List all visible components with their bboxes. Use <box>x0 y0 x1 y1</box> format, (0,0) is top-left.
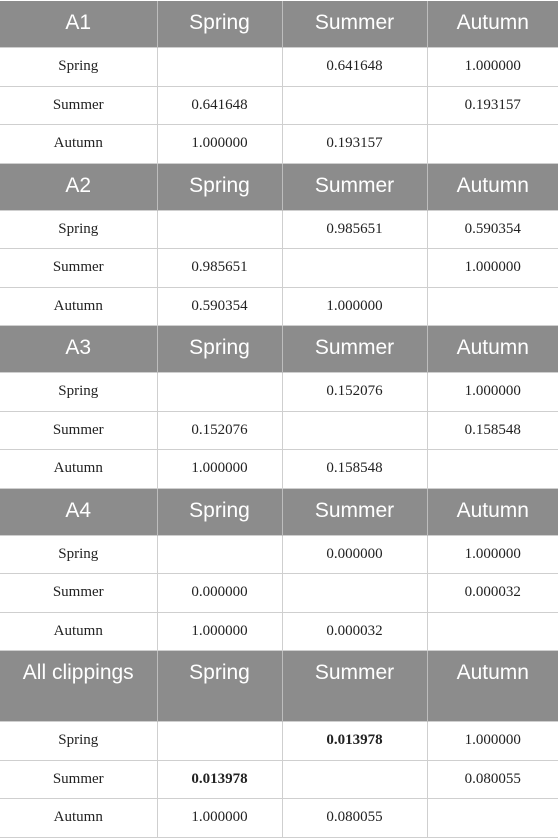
table-cell: 0.193157 <box>282 125 427 164</box>
group-label: A3 <box>0 326 157 373</box>
table-cell: 0.080055 <box>282 799 427 838</box>
table-row <box>0 411 558 450</box>
table-cell: 0.985651 <box>157 249 282 288</box>
table-row <box>0 799 558 838</box>
group-label: A1 <box>0 1 157 48</box>
table-cell: 0.985651 <box>282 210 427 249</box>
table-cell: 0.000032 <box>427 574 558 613</box>
group-label: A2 <box>0 163 157 210</box>
group-label: All clippings <box>0 651 157 722</box>
column-header-spring: Spring <box>157 488 282 535</box>
table-cell <box>157 210 282 249</box>
column-header-summer: Summer <box>282 1 427 48</box>
row-label: Spring <box>0 210 157 249</box>
row-label: Spring <box>0 48 157 87</box>
table-row <box>0 574 558 613</box>
table-cell: 0.641648 <box>282 48 427 87</box>
table-row <box>0 612 558 651</box>
table-row <box>0 760 558 799</box>
header-row-a3 <box>0 326 558 373</box>
table-cell <box>427 450 558 489</box>
table-cell <box>282 249 427 288</box>
column-header-summer: Summer <box>282 163 427 210</box>
table-row <box>0 450 558 489</box>
table-cell: 1.000000 <box>157 450 282 489</box>
table-cell: 0.590354 <box>427 210 558 249</box>
table-cell: 0.158548 <box>282 450 427 489</box>
table-row <box>0 86 558 125</box>
row-label: Summer <box>0 249 157 288</box>
column-header-autumn: Autumn <box>427 163 558 210</box>
table-cell: 0.000000 <box>282 535 427 574</box>
column-header-spring: Spring <box>157 651 282 722</box>
row-label: Spring <box>0 535 157 574</box>
table-cell: 1.000000 <box>282 287 427 326</box>
table-row <box>0 535 558 574</box>
table-cell-bold: 0.013978 <box>282 722 427 761</box>
table-row <box>0 48 558 87</box>
header-row-a4 <box>0 488 558 535</box>
table-cell: 1.000000 <box>427 722 558 761</box>
header-row-all-clippings <box>0 651 558 722</box>
row-label: Autumn <box>0 125 157 164</box>
table-cell <box>282 574 427 613</box>
table-row <box>0 722 558 761</box>
table-cell: 0.590354 <box>157 287 282 326</box>
column-header-summer: Summer <box>282 651 427 722</box>
row-label: Autumn <box>0 612 157 651</box>
column-header-autumn: Autumn <box>427 326 558 373</box>
table-row <box>0 373 558 412</box>
table-cell: 0.152076 <box>157 411 282 450</box>
table-cell: 1.000000 <box>427 373 558 412</box>
table-cell: 0.193157 <box>427 86 558 125</box>
row-label: Summer <box>0 574 157 613</box>
table-cell <box>157 535 282 574</box>
table-cell: 1.000000 <box>427 535 558 574</box>
table-cell <box>282 86 427 125</box>
column-header-spring: Spring <box>157 326 282 373</box>
table-cell <box>282 760 427 799</box>
header-row-a2 <box>0 163 558 210</box>
table-cell: 1.000000 <box>157 799 282 838</box>
table-cell: 1.000000 <box>427 249 558 288</box>
row-label: Autumn <box>0 450 157 489</box>
column-header-summer: Summer <box>282 326 427 373</box>
table-cell <box>157 373 282 412</box>
table-cell <box>427 799 558 838</box>
table-cell: 0.000032 <box>282 612 427 651</box>
table-cell <box>157 722 282 761</box>
group-label: A4 <box>0 488 157 535</box>
row-label: Summer <box>0 411 157 450</box>
table-cell <box>282 411 427 450</box>
table-row <box>0 249 558 288</box>
column-header-autumn: Autumn <box>427 651 558 722</box>
table-cell: 1.000000 <box>157 125 282 164</box>
table-cell: 0.158548 <box>427 411 558 450</box>
table-row <box>0 287 558 326</box>
row-label: Summer <box>0 86 157 125</box>
table-cell <box>427 125 558 164</box>
row-label: Spring <box>0 722 157 761</box>
row-label: Summer <box>0 760 157 799</box>
column-header-summer: Summer <box>282 488 427 535</box>
column-header-spring: Spring <box>157 163 282 210</box>
row-label: Autumn <box>0 799 157 838</box>
table-cell: 0.000000 <box>157 574 282 613</box>
column-header-autumn: Autumn <box>427 488 558 535</box>
table-cell <box>157 48 282 87</box>
table-cell: 0.080055 <box>427 760 558 799</box>
row-label: Spring <box>0 373 157 412</box>
table-cell: 1.000000 <box>157 612 282 651</box>
table-cell: 0.152076 <box>282 373 427 412</box>
table-cell <box>427 612 558 651</box>
table-row <box>0 125 558 164</box>
table-row <box>0 210 558 249</box>
row-label: Autumn <box>0 287 157 326</box>
column-header-spring: Spring <box>157 1 282 48</box>
column-header-autumn: Autumn <box>427 1 558 48</box>
table-cell-bold: 0.013978 <box>157 760 282 799</box>
table-cell <box>427 287 558 326</box>
header-row-a1 <box>0 1 558 48</box>
table-cell: 0.641648 <box>157 86 282 125</box>
table-cell: 1.000000 <box>427 48 558 87</box>
